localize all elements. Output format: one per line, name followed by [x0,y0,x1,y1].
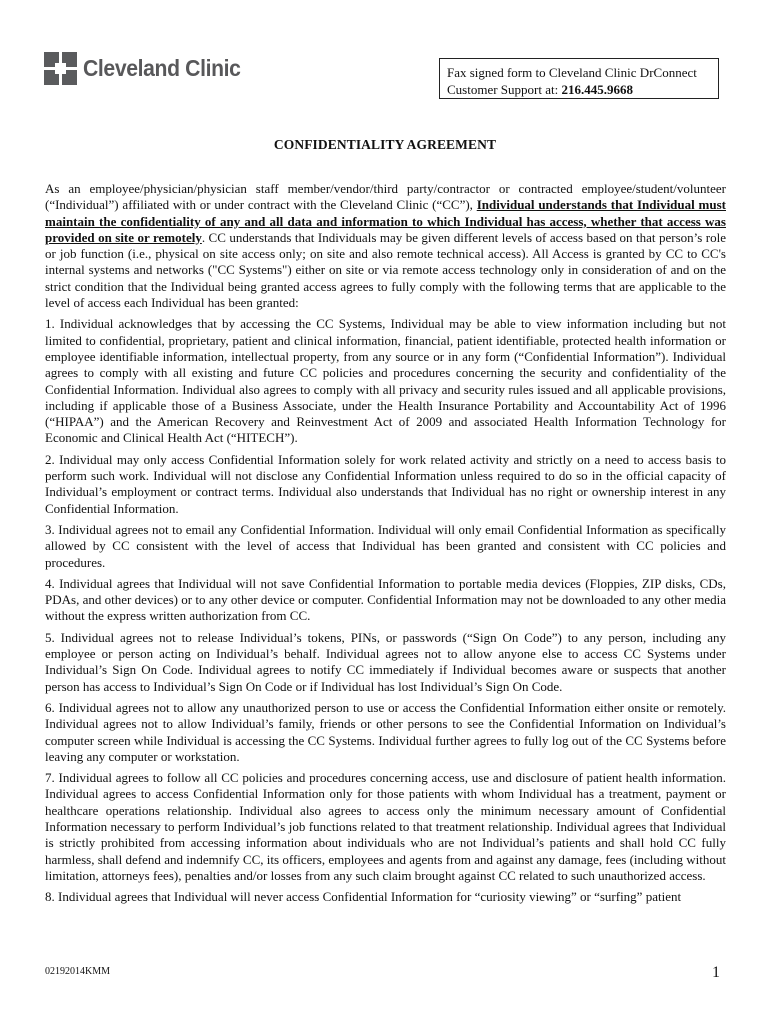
clause-5: 5. Individual agrees not to release Individual’s tokens, PINs, or passwords (“Sign On Code”) to any person, including any employee or person acting on Individual’s behalf. Individual agrees not to allow anyone else to access CC Systems under Individual’s Sign On Code. Individual agrees to notify CC immediately if Individual becomes aware or suspects that another person has access to Individual’s Sign On Code or if Individual has lost Individual’s Sign On Code. [45,629,726,694]
document-title: CONFIDENTIALITY AGREEMENT [273,137,497,152]
document-code: 02192014KMM [45,966,111,977]
clause-1: 1. Individual acknowledges that by accessing the CC Systems, Individual may be able to view information including but not limited to confidential, proprietary, patient and clinical information, financial, patient identifiable, protected health information or employee identifiable information, intellectual property, from any source or in any form (“Confidential Information”). Individual agrees to comply with all existing and future CC policies and procedures concerning the security and confidentiality of the Confidential Information. Individual also agrees to comply with all privacy and security rules issued and all applicable provisions, including if applicable those of a Business Associate, under the Health Insurance Portability and Accountability Act of 1996 (“HIPAA”) and the American Recovery and Reinvestment Act of 2009 and associated Health Information Technology for Economic and Clinical Health Act (“HITECH”). [45,316,726,446]
intro-paragraph [45,181,726,311]
intro-emphasis: Individual understands that Individual must maintain the confidentiality of any and all data and information to which Individual has access, whether that access was provided on site or remotely [45,197,726,245]
agreement-body [45,181,726,910]
fax-line-1: Fax signed form to Cleveland Clinic DrConnect [447,65,697,80]
intro-part-1: As an employee/physician/physician staff member/vendor/third party/contractor or contracted employee/student/volunteer (“Individual”) affiliated with or under contract with the Cleveland Clinic (“CC”), [45,181,726,213]
intro-part-2: . CC understands that Individuals may be given different levels of access based on that person’s role or job function (i.e., physical on site access only; on site and also remote technical access). All Access is granted by CC to CC's internal systems and networks ("CC Systems") either on site or via remote access technology only in consideration of and on the strict condition that the Individual being granted access agrees to fully comply with the following terms that are applicable to the level of access each Individual has been granted: [45,229,726,311]
cleveland-clinic-cross-logo-icon [44,52,77,85]
clause-3: 3. Individual agrees not to email any Confidential Information. Individual will only email Confidential Information as specifically allowed by CC consistent with the level of access that Individual has been granted and consistent with CC policies and procedures. [45,521,726,570]
fax-instructions-box [439,58,719,99]
clause-8: 8. Individual agrees that Individual will never access Confidential Information for “curiosity viewing” or “surfing” patient [45,889,682,905]
logo-text: Cleveland Clinic [83,55,241,81]
cleveland-clinic-logo [44,52,254,85]
fax-line-2-prefix: Customer Support at: [447,82,562,97]
page-number: 1 [712,964,720,981]
clause-7: 7. Individual agrees to follow all CC policies and procedures concerning access, use and disclosure of patient health information. Individual agrees to access Confidential Information only for those patients with whom Individual has a treatment, payment or healthcare operations relationship. Individual also agrees to access only the minimum necessary amount of Confidential Information necessary to perform Individual’s job functions related to that treatment relationship. Individual agrees that Individual is strictly prohibited from accessing information about individuals who are not Individual’s patients and shall hold CC fully harmless, shall defend and indemnify CC, its officers, employees and agents from and against any damage, fees (including without limitation, attorneys fees), penalties and/or losses from any such claim brought against CC related to such unauthorized access. [45,770,726,883]
clause-4: 4. Individual agrees that Individual will not save Confidential Information to portable media devices (Floppies, ZIP disks, CDs, PDAs, and other devices) or to any other device or computer. Confidential Information may not be downloaded to any other media without the express written authorization from CC. [45,575,726,624]
fax-phone-number: 216.445.9668 [561,82,633,97]
clause-6: 6. Individual agrees not to allow any unauthorized person to use or access the Confidential Information either onsite or remotely. Individual agrees not to allow Individual’s family, friends or other persons to see the Confidential Information on Individual’s computer screen while Individual is accessing the CC Systems. Individual further agrees to fully log out of the CC Systems before leaving any computer or workstation. [45,699,726,764]
fax-line-2 [447,81,718,98]
clause-2: 2. Individual may only access Confidential Information solely for work related activity and strictly on a need to access basis to perform such work. Individual will not disclose any Confidential Information unless required to do so in the official capacity of Individual’s employment or contract terms. Individual also understands that Individual has no right or ownership interest in any Confidential Information. [45,451,726,516]
